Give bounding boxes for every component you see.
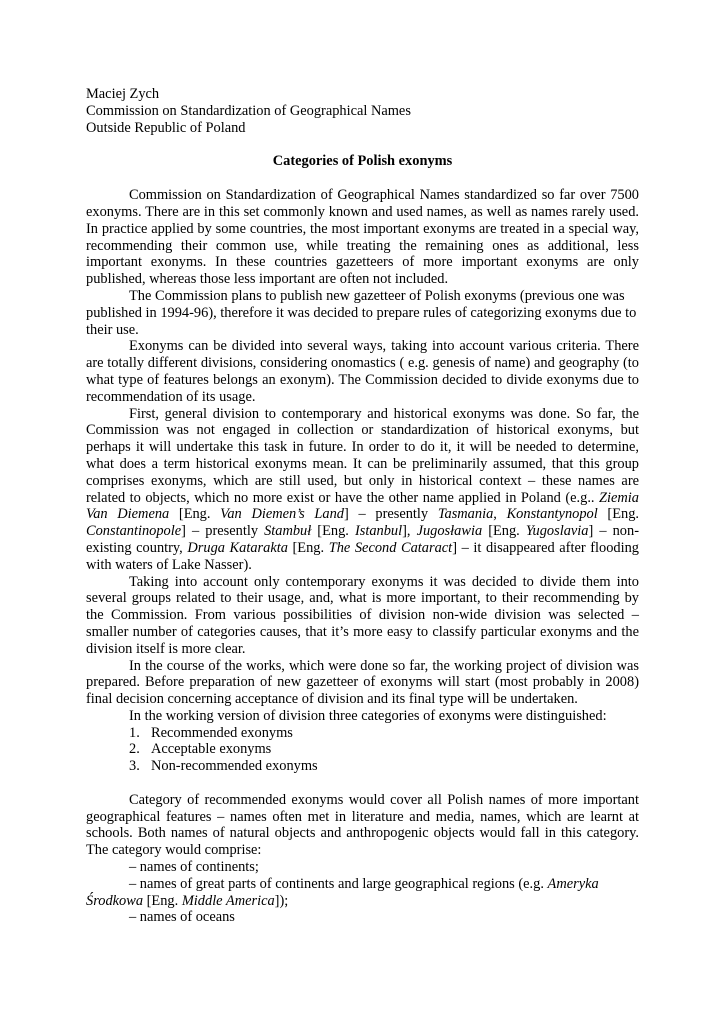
- list-number: 2.: [129, 741, 140, 758]
- italic-run: Istanbul: [354, 523, 403, 540]
- author-block: [86, 86, 639, 136]
- italic-run: Ameryka Środkowa: [86, 875, 599, 909]
- blank-line: [86, 775, 639, 792]
- italic-run: Jugosławia: [416, 523, 483, 540]
- text-run: ] – non-existing country,: [86, 523, 639, 556]
- text-run: [Eng.: [482, 523, 526, 540]
- paragraph-1: Commission on Standardization of Geographical Names standardized so far over 7500 exonyms. There are in this set commonly known and used names, as well as names rarely used. In practice applied by some countries, the most important exonyms are treated in a special way, recommending their common use, while treating the remaining ones as additional, less important exonyms. In these countries gazetteers of more important exonyms are only published, whereas those less important are often not included.: [86, 187, 639, 288]
- text-run: [Eng.: [143, 892, 182, 909]
- list-item: [129, 758, 639, 775]
- paragraph-4: [86, 406, 639, 574]
- italic-run: Stambuł: [264, 523, 312, 540]
- paragraph-3: Exonyms can be divided into several ways, taking into account various criteria. There are totally different divisions, considering onomastics ( e.g. genesis of name) and geography (to what type of features belongs an exonym). The Commission decided to divide exonyms due to recommendation of its usage.: [86, 338, 639, 405]
- categories-list: [86, 725, 639, 775]
- italic-run: Konstantynopol: [506, 506, 598, 523]
- list-item-label: Non-recommended exonyms: [151, 758, 318, 775]
- paragraph-5: Taking into account only contemporary exonyms it was decided to divide them into several groups related to their usage, and, what is more important, to their recommending by the Commission. From various possibilities of division non-wide division was selected – smaller number of categories causes, that it’s more easy to classify particular exonyms and the division itself is more clear.: [86, 573, 639, 657]
- text-run: [Eng.: [287, 539, 329, 556]
- text-run: ] – presently: [181, 523, 265, 540]
- italic-run: The Second Cataract: [328, 539, 453, 556]
- list-number: 1.: [129, 724, 140, 741]
- paragraph-8: Category of recommended exonyms would cover all Polish names of more important geographical features – names often met in literature and media, names, which are learnt at schools. Both names of natural objects and anthropogenic objects would fall in this category. The category would comprise:: [86, 791, 639, 859]
- author-affiliation-line1: Commission on Standardization of Geographical Names: [86, 102, 411, 119]
- italic-run: Druga Katarakta: [187, 539, 288, 556]
- text-run: ],: [402, 523, 417, 540]
- comprise-item-1: – names of continents;: [129, 859, 259, 876]
- list-number: 3.: [129, 758, 140, 775]
- document-page: [86, 86, 639, 926]
- italic-run: Van Diemen’s Land: [220, 506, 345, 523]
- text-run: ] – it disappeared after flooding with waters of Lake Nasser).: [86, 539, 639, 573]
- text-run: ]);: [274, 892, 289, 909]
- text-run: [Eng.: [311, 523, 355, 540]
- paragraph-7: In the working version of division three categories of exonyms were distinguished:: [129, 707, 607, 724]
- list-item-label: Acceptable exonyms: [151, 741, 272, 758]
- text-run: – names of great parts of continents and large geographical regions (e.g.: [129, 875, 548, 892]
- list-item: [129, 724, 639, 742]
- document-title: Categories of Polish exonyms: [272, 153, 453, 170]
- comprise-item-3: – names of oceans: [129, 909, 235, 926]
- text-run: First, general division to contemporary and historical exonyms was done. So far, the Commission was not engaged in collection or standardization of historical exonyms, but perhaps it will undertake this task in future. In order to do it, it will be needed to determine, what does a term historical exonyms mean. It can be preliminarily assumed, that this group comprises exonyms, which are still used, but only in historical context – these names are related to objects, which no more exist or have the other name applied in Poland (e.g..: [86, 405, 639, 506]
- paragraph-2: The Commission plans to publish new gazetteer of Polish exonyms (previous one was published in 1994-96), therefore it was decided to prepare rules of categorizing exonyms due to their use.: [86, 287, 637, 338]
- comprise-item-2: [86, 876, 639, 910]
- italic-run: Middle America: [181, 892, 275, 909]
- text-run: [Eng.: [597, 506, 639, 523]
- italic-run: Yugoslavia: [525, 523, 589, 540]
- list-item-label: Recommended exonyms: [151, 724, 293, 741]
- italic-run: Tasmania: [437, 506, 494, 523]
- author-name: Maciej Zych: [86, 86, 160, 102]
- text-run: ] – presently: [344, 506, 438, 523]
- list-item: [129, 741, 639, 758]
- paragraph-6: In the course of the works, which were done so far, the working project of division was prepared. Before preparation of new gazetteer of exonyms will start (most probably in 2008) final decision concerning acceptance of division and its final type will be undertaken.: [86, 657, 639, 708]
- italic-run: Ziemia Van Diemena: [86, 489, 639, 523]
- text-run: [Eng.: [169, 506, 221, 523]
- author-affiliation-line2: Outside Republic of Poland: [86, 119, 246, 136]
- text-run: ,: [493, 506, 507, 523]
- italic-run: Constantinopole: [86, 523, 182, 540]
